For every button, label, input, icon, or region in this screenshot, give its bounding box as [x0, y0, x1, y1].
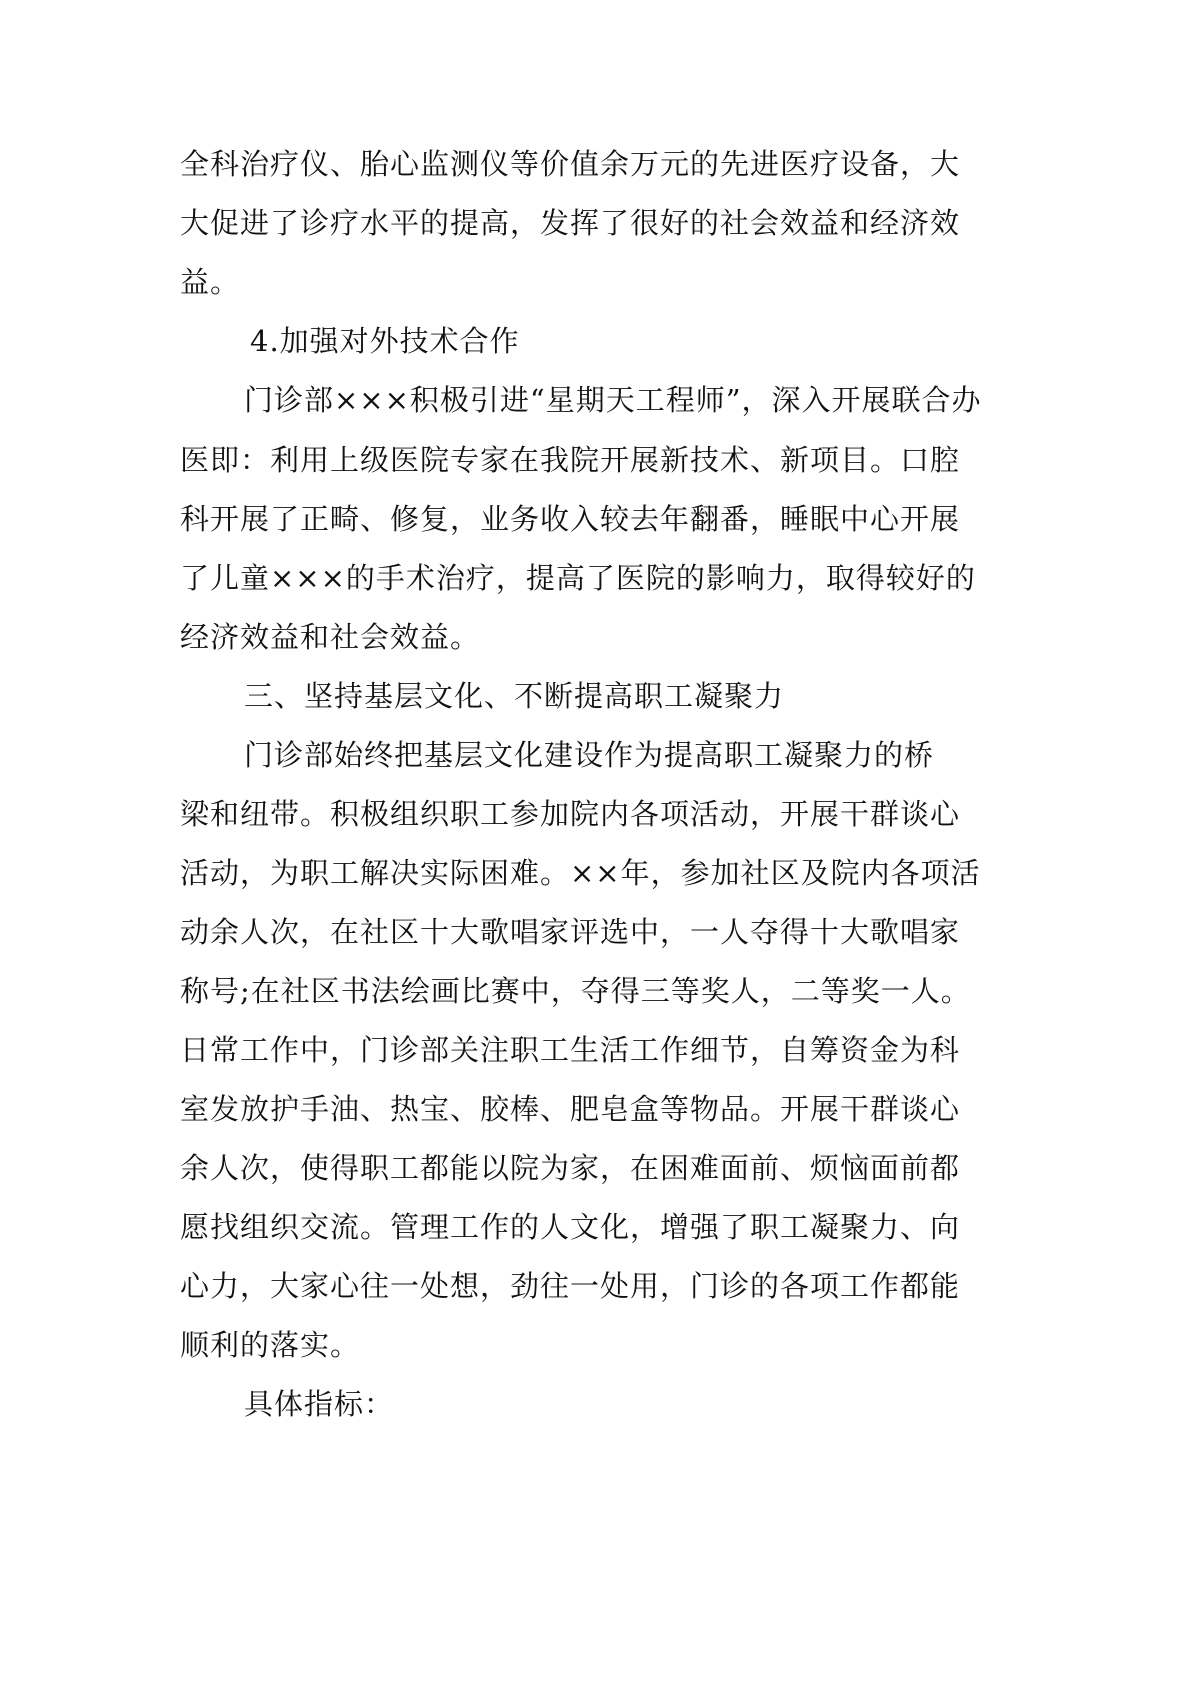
- body-text-line: 了儿童×××的手术治疗，提高了医院的影响力，取得较好的: [180, 561, 976, 595]
- paragraph-first-line: 门诊部×××积极引进“星期天工程师”，深入开展联合办: [244, 383, 982, 417]
- body-text-line: 活动，为职工解决实际困难。××年，参加社区及院内各项活: [180, 856, 981, 890]
- body-text-line: 室发放护手油、热宝、胶棒、肥皂盒等物品。开展干群谈心: [180, 1092, 961, 1126]
- body-text-line: 益。: [180, 265, 241, 299]
- body-text-line: 称号;在社区书法绘画比赛中，夺得三等奖人，二等奖一人。: [180, 974, 971, 1008]
- body-text-line: 大促进了诊疗水平的提高，发挥了很好的社会效益和经济效: [180, 206, 961, 240]
- body-text-line: 经济效益和社会效益。: [180, 620, 481, 654]
- body-text-line: 余人次，使得职工都能以院为家，在困难面前、烦恼面前都: [180, 1151, 961, 1185]
- body-text-line: 动余人次，在社区十大歌唱家评选中，一人夺得十大歌唱家: [180, 915, 961, 949]
- body-text-line: 愿找组织交流。管理工作的人文化，增强了职工凝聚力、向: [180, 1210, 961, 1244]
- body-text-line: 梁和纽带。积极组织职工参加院内各项活动，开展干群谈心: [180, 797, 961, 831]
- body-text-line: 全科治疗仪、胎心监测仪等价值余万元的先进医疗设备，大: [180, 147, 961, 181]
- section-heading: 4.加强对外技术合作: [250, 324, 520, 358]
- body-text-line: 心力，大家心往一处想，劲往一处用，门诊的各项工作都能: [180, 1269, 961, 1303]
- body-text-line: 科开展了正畸、修复，业务收入较去年翻番，睡眠中心开展: [180, 502, 961, 536]
- body-text-line: 顺利的落实。: [180, 1328, 361, 1362]
- body-text-line: 日常工作中，门诊部关注职工生活工作细节，自筹资金为科: [180, 1033, 961, 1067]
- section-heading: 三、坚持基层文化、不断提高职工凝聚力: [244, 679, 785, 713]
- paragraph-first-line: 门诊部始终把基层文化建设作为提高职工凝聚力的桥: [244, 738, 935, 772]
- section-heading: 具体指标：: [244, 1387, 395, 1421]
- body-text-line: 医即：利用上级医院专家在我院开展新技术、新项目。口腔: [180, 443, 961, 477]
